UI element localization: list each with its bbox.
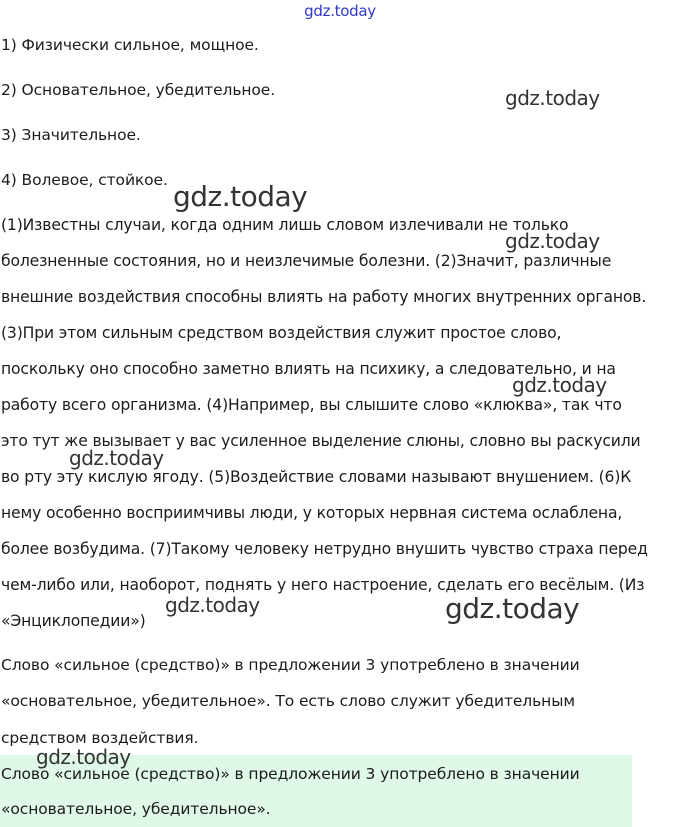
passage-line: нему особенно восприимчивы люди, у которых нервная система ослаблена, [1,504,623,522]
passage-line: чем-либо или, наоборот, поднять у него настроение, сделать его весёлым. (Из [1,576,645,594]
watermark: gdz.today [505,229,600,253]
explanation-line: средством воздействия. [1,729,199,747]
option-4: 4) Волевое, стойкое. [1,171,168,189]
passage-line: болезненные состояния, но и неизлечимые болезни. (2)Значит, различные [1,252,612,270]
explanation-line: «основательное, убедительное». То есть слово служит убедительным [1,692,575,710]
passage-line: это тут же вызывает у вас усиленное выделение слюны, словно вы раскусили [1,432,641,450]
option-2: 2) Основательное, убедительное. [1,81,276,99]
passage-line: «Энциклопедии») [1,612,146,630]
passage-line: во рту эту кислую ягоду. (5)Воздействие словами называют внушением. (6)К [1,468,632,486]
answer-line: Слово «сильное (средство)» в предложении 3 употреблено в значении [1,765,580,783]
watermark: gdz.today [445,592,580,625]
watermark: gdz.today [505,86,600,110]
watermark: gdz.today [512,373,607,397]
explanation-line: Слово «сильное (средство)» в предложении 3 употреблено в значении [1,656,580,674]
passage-line: (3)При этом сильным средством воздействия служит простое слово, [1,324,562,342]
option-3: 3) Значительное. [1,126,141,144]
passage-line: более возбудима. (7)Такому человеку нетрудно внушить чувство страха перед [1,540,648,558]
watermark: gdz.today [36,745,131,769]
option-1: 1) Физически сильное, мощное. [1,36,259,54]
passage-line: (1)Известны случаи, когда одним лишь словом излечивали не только [1,216,569,234]
watermark: gdz.today [173,180,308,213]
answer-line: «основательное, убедительное». [1,800,271,818]
passage-line: внешние воздействия способны влиять на работу многих внутренних органов. [1,288,647,306]
passage-line: поскольку оно способно заметно влиять на психику, а следовательно, и на [1,360,616,378]
header-watermark: gdz.today [304,2,376,20]
watermark: gdz.today [165,593,260,617]
watermark: gdz.today [69,446,164,470]
passage-line: работу всего организма. (4)Например, вы слышите слово «клюква», так что [1,396,622,414]
